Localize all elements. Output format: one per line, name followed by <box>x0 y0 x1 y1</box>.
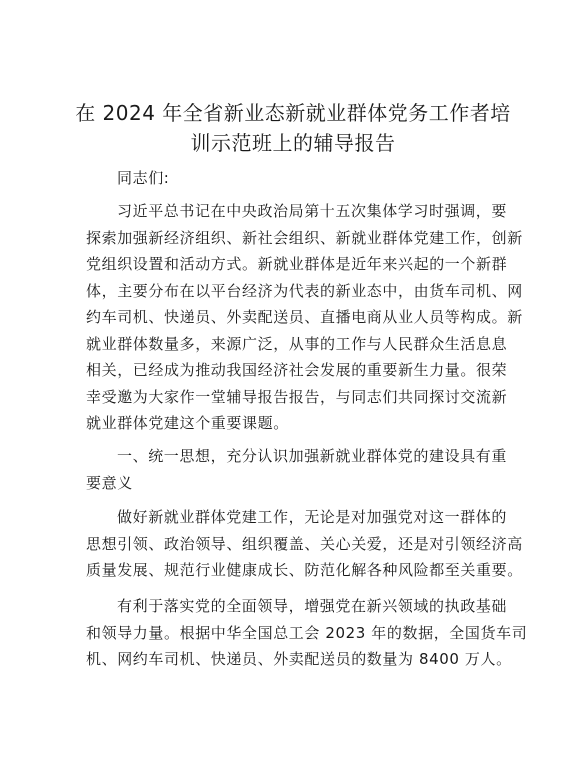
section-heading-line-1: 一、统一思想，充分认识加强新就业群体党的建设具有重 <box>117 447 508 465</box>
paragraph-3-line-2: 思想引领、政治领导、组织覆盖、关心关爱，还是对引领经济高 <box>86 535 523 553</box>
paragraph-3-line-1: 做好新就业群体党建工作，无论是对加强党对这一群体的 <box>117 508 508 526</box>
paragraph-1-line-7: 相关，已经成为推动我国经济社会发展的重要新生力量。很荣 <box>86 361 508 379</box>
document-title-line-2: 训示范班上的辅导报告 <box>190 131 396 155</box>
paragraph-1-line-1: 习近平总书记在中央政治局第十五次集体学习时强调，要 <box>117 202 508 220</box>
paragraph-1-line-6: 就业群体数量多，来源广泛，从事的工作与人民群众生活息息 <box>86 335 508 353</box>
paragraph-1-line-9: 就业群体党建这个重要课题。 <box>86 414 289 432</box>
salutation: 同志们: <box>117 169 170 187</box>
paragraph-4-line-3: 机、网约车司机、快递员、外卖配送员的数量为 8400 万人。 <box>86 650 512 668</box>
paragraph-4-line-2: 和领导力量。根据中华全国总工会 2023 年的数据，全国货车司 <box>86 624 528 642</box>
paragraph-1-line-8: 幸受邀为大家作一堂辅导报告报告，与同志们共同探讨交流新 <box>86 388 508 406</box>
document-title-line-1: 在 2024 年全省新业态新就业群体党务工作者培 <box>75 101 511 125</box>
paragraph-1-line-2: 探索加强新经济组织、新社会组织、新就业群体党建工作，创新 <box>86 229 523 247</box>
paragraph-4-line-1: 有利于落实党的全面领导，增强党在新兴领域的执政基础 <box>117 597 508 615</box>
paragraph-1-line-4: 体，主要分布在以平台经济为代表的新业态中，由货车司机、网 <box>86 282 523 300</box>
section-heading-line-2: 要意义 <box>86 474 133 492</box>
paragraph-1-line-3: 党组织设置和活动方式。新就业群体是近年来兴起的一个新群 <box>86 255 508 273</box>
paragraph-1-line-5: 约车司机、快递员、外卖配送员、直播电商从业人员等构成。新 <box>86 308 523 326</box>
paragraph-3-line-3: 质量发展、规范行业健康成长、防范化解各种风险都至关重要。 <box>86 561 523 579</box>
